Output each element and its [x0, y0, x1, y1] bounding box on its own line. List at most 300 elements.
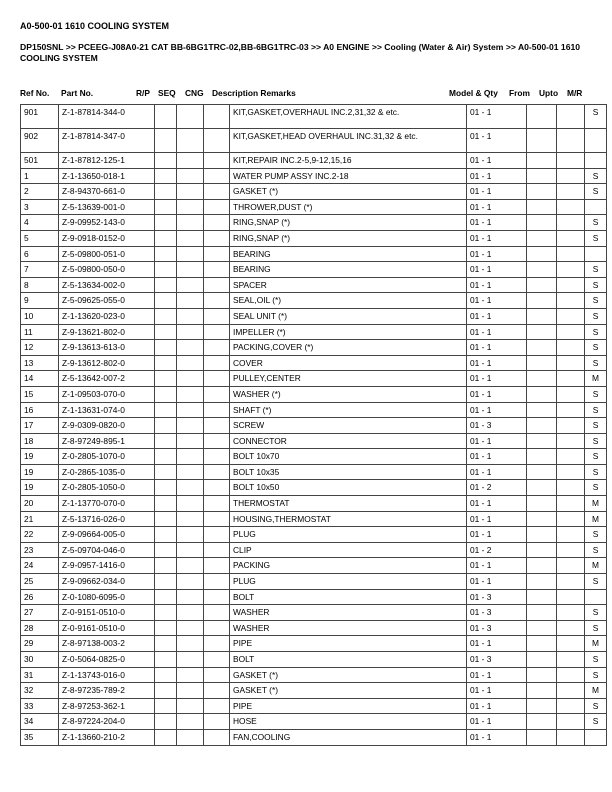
- cell-from: [527, 184, 557, 200]
- cell-from: [527, 714, 557, 730]
- cell-cng: [204, 464, 230, 480]
- cell-ref-no: 4: [21, 215, 59, 231]
- cell-ref-no: 901: [21, 105, 59, 129]
- cell-from: [527, 324, 557, 340]
- cell-seq: [177, 511, 204, 527]
- cell-seq: [177, 199, 204, 215]
- cell-part-no: Z-1-13650-018-1: [59, 168, 155, 184]
- cell-seq: [177, 168, 204, 184]
- breadcrumb: DP150SNL >> PCEEG-J08A0-21 CAT BB-6BG1TRC-02,BB-6BG1TRC-03 >> A0 ENGINE >> Cooling (Water & Air) System >> A0-500-01 1610 COOLING SYSTEM: [20, 42, 581, 63]
- cell-upto: [557, 542, 585, 558]
- cell-part-no: Z-0-9161-0510-0: [59, 620, 155, 636]
- cell-rp: [155, 277, 177, 293]
- cell-cng: [204, 683, 230, 699]
- cell-cng: [204, 324, 230, 340]
- cell-from: [527, 542, 557, 558]
- cell-from: [527, 230, 557, 246]
- cell-model-qty: 01 - 1: [467, 402, 527, 418]
- cell-upto: [557, 480, 585, 496]
- cell-cng: [204, 605, 230, 621]
- cell-description: PIPE: [230, 636, 467, 652]
- cell-mr: S: [585, 620, 607, 636]
- table-row: [21, 262, 607, 278]
- cell-part-no: Z-5-09800-050-0: [59, 262, 155, 278]
- cell-seq: [177, 371, 204, 387]
- cell-ref-no: 13: [21, 355, 59, 371]
- cell-description: COVER: [230, 355, 467, 371]
- cell-ref-no: 2: [21, 184, 59, 200]
- cell-rp: [155, 246, 177, 262]
- cell-rp: [155, 340, 177, 356]
- cell-part-no: Z-1-87812-125-1: [59, 153, 155, 169]
- cell-model-qty: 01 - 3: [467, 620, 527, 636]
- cell-upto: [557, 683, 585, 699]
- cell-model-qty: 01 - 3: [467, 652, 527, 668]
- cell-upto: [557, 153, 585, 169]
- cell-description: KIT,GASKET,OVERHAUL INC.2,31,32 & etc.: [230, 105, 467, 129]
- table-row: [21, 574, 607, 590]
- header-rp: R/P: [136, 88, 150, 98]
- cell-cng: [204, 589, 230, 605]
- cell-seq: [177, 558, 204, 574]
- table-row: [21, 168, 607, 184]
- table-row: [21, 418, 607, 434]
- cell-upto: [557, 496, 585, 512]
- cell-model-qty: 01 - 1: [467, 496, 527, 512]
- cell-part-no: Z-9-09952-143-0: [59, 215, 155, 231]
- cell-upto: [557, 215, 585, 231]
- cell-seq: [177, 652, 204, 668]
- header-from: From: [509, 88, 530, 98]
- cell-cng: [204, 729, 230, 745]
- cell-part-no: Z-0-9151-0510-0: [59, 605, 155, 621]
- cell-seq: [177, 308, 204, 324]
- cell-from: [527, 308, 557, 324]
- cell-part-no: Z-9-09664-005-0: [59, 527, 155, 543]
- cell-rp: [155, 308, 177, 324]
- table-row: [21, 153, 607, 169]
- cell-seq: [177, 262, 204, 278]
- cell-upto: [557, 371, 585, 387]
- cell-upto: [557, 355, 585, 371]
- table-row: [21, 215, 607, 231]
- cell-mr: S: [585, 574, 607, 590]
- cell-rp: [155, 215, 177, 231]
- cell-rp: [155, 230, 177, 246]
- cell-ref-no: 12: [21, 340, 59, 356]
- cell-model-qty: 01 - 2: [467, 542, 527, 558]
- cell-rp: [155, 714, 177, 730]
- table-row: [21, 433, 607, 449]
- cell-rp: [155, 480, 177, 496]
- cell-from: [527, 449, 557, 465]
- cell-rp: [155, 527, 177, 543]
- cell-ref-no: 21: [21, 511, 59, 527]
- cell-upto: [557, 105, 585, 129]
- cell-mr: M: [585, 496, 607, 512]
- table-row: [21, 129, 607, 153]
- cell-part-no: Z-5-09800-051-0: [59, 246, 155, 262]
- cell-model-qty: 01 - 1: [467, 308, 527, 324]
- cell-cng: [204, 153, 230, 169]
- cell-upto: [557, 230, 585, 246]
- cell-description: PLUG: [230, 527, 467, 543]
- cell-from: [527, 698, 557, 714]
- cell-ref-no: 25: [21, 574, 59, 590]
- header-mr: M/R: [567, 88, 583, 98]
- table-row: [21, 652, 607, 668]
- cell-model-qty: 01 - 1: [467, 153, 527, 169]
- cell-rp: [155, 105, 177, 129]
- cell-rp: [155, 386, 177, 402]
- cell-mr: S: [585, 308, 607, 324]
- cell-rp: [155, 589, 177, 605]
- cell-model-qty: 01 - 1: [467, 371, 527, 387]
- cell-mr: S: [585, 168, 607, 184]
- cell-ref-no: 34: [21, 714, 59, 730]
- cell-rp: [155, 542, 177, 558]
- cell-rp: [155, 636, 177, 652]
- cell-ref-no: 19: [21, 480, 59, 496]
- cell-ref-no: 8: [21, 277, 59, 293]
- cell-seq: [177, 184, 204, 200]
- cell-rp: [155, 620, 177, 636]
- table-row: [21, 542, 607, 558]
- cell-model-qty: 01 - 1: [467, 262, 527, 278]
- cell-part-no: Z-0-2805-1050-0: [59, 480, 155, 496]
- cell-mr: S: [585, 355, 607, 371]
- cell-seq: [177, 729, 204, 745]
- cell-cng: [204, 168, 230, 184]
- cell-seq: [177, 418, 204, 434]
- cell-model-qty: 01 - 1: [467, 230, 527, 246]
- cell-part-no: Z-8-97138-003-2: [59, 636, 155, 652]
- cell-part-no: Z-0-2805-1070-0: [59, 449, 155, 465]
- cell-from: [527, 480, 557, 496]
- cell-rp: [155, 698, 177, 714]
- cell-seq: [177, 636, 204, 652]
- cell-seq: [177, 230, 204, 246]
- cell-description: BEARING: [230, 262, 467, 278]
- cell-upto: [557, 324, 585, 340]
- cell-model-qty: 01 - 3: [467, 589, 527, 605]
- cell-mr: S: [585, 340, 607, 356]
- cell-upto: [557, 511, 585, 527]
- table-row: [21, 527, 607, 543]
- cell-ref-no: 24: [21, 558, 59, 574]
- cell-description: PLUG: [230, 574, 467, 590]
- cell-ref-no: 6: [21, 246, 59, 262]
- cell-description: PIPE: [230, 698, 467, 714]
- cell-from: [527, 105, 557, 129]
- parts-table: [20, 104, 607, 746]
- cell-rp: [155, 324, 177, 340]
- cell-upto: [557, 449, 585, 465]
- cell-mr: S: [585, 449, 607, 465]
- cell-cng: [204, 105, 230, 129]
- table-row: [21, 605, 607, 621]
- cell-part-no: Z-8-94370-661-0: [59, 184, 155, 200]
- cell-from: [527, 511, 557, 527]
- table-row: [21, 105, 607, 129]
- cell-ref-no: 18: [21, 433, 59, 449]
- cell-ref-no: 17: [21, 418, 59, 434]
- cell-seq: [177, 464, 204, 480]
- cell-upto: [557, 652, 585, 668]
- cell-from: [527, 558, 557, 574]
- cell-mr: S: [585, 418, 607, 434]
- cell-rp: [155, 355, 177, 371]
- cell-upto: [557, 636, 585, 652]
- cell-upto: [557, 246, 585, 262]
- cell-from: [527, 589, 557, 605]
- table-row: [21, 620, 607, 636]
- cell-mr: S: [585, 605, 607, 621]
- cell-cng: [204, 355, 230, 371]
- header-description: Description Remarks: [212, 88, 296, 98]
- cell-description: PACKING: [230, 558, 467, 574]
- cell-mr: S: [585, 402, 607, 418]
- page-title: A0-500-01 1610 COOLING SYSTEM: [20, 21, 170, 31]
- cell-model-qty: 01 - 1: [467, 683, 527, 699]
- cell-description: THERMOSTAT: [230, 496, 467, 512]
- cell-mr: S: [585, 433, 607, 449]
- cell-part-no: Z-1-87814-347-0: [59, 129, 155, 153]
- cell-description: THROWER,DUST (*): [230, 199, 467, 215]
- cell-mr: S: [585, 667, 607, 683]
- cell-upto: [557, 558, 585, 574]
- cell-rp: [155, 262, 177, 278]
- cell-model-qty: 01 - 1: [467, 293, 527, 309]
- cell-description: HOSE: [230, 714, 467, 730]
- table-row: [21, 324, 607, 340]
- cell-description: GASKET (*): [230, 184, 467, 200]
- cell-part-no: Z-9-13621-802-0: [59, 324, 155, 340]
- cell-seq: [177, 129, 204, 153]
- cell-upto: [557, 168, 585, 184]
- cell-cng: [204, 620, 230, 636]
- cell-from: [527, 636, 557, 652]
- cell-from: [527, 683, 557, 699]
- cell-part-no: Z-1-13631-074-0: [59, 402, 155, 418]
- cell-model-qty: 01 - 1: [467, 246, 527, 262]
- cell-ref-no: 14: [21, 371, 59, 387]
- table-row: [21, 184, 607, 200]
- cell-ref-no: 19: [21, 464, 59, 480]
- cell-part-no: Z-8-97249-895-1: [59, 433, 155, 449]
- cell-rp: [155, 449, 177, 465]
- cell-from: [527, 129, 557, 153]
- cell-mr: S: [585, 527, 607, 543]
- cell-ref-no: 30: [21, 652, 59, 668]
- cell-from: [527, 199, 557, 215]
- cell-seq: [177, 589, 204, 605]
- cell-description: SPACER: [230, 277, 467, 293]
- cell-cng: [204, 246, 230, 262]
- cell-mr: [585, 246, 607, 262]
- cell-rp: [155, 371, 177, 387]
- cell-part-no: Z-5-13716-026-0: [59, 511, 155, 527]
- table-row: [21, 698, 607, 714]
- cell-cng: [204, 558, 230, 574]
- cell-seq: [177, 542, 204, 558]
- cell-part-no: Z-0-2865-1035-0: [59, 464, 155, 480]
- table-row: [21, 386, 607, 402]
- cell-model-qty: 01 - 1: [467, 168, 527, 184]
- header-part-no: Part No.: [61, 88, 94, 98]
- cell-description: SCREW: [230, 418, 467, 434]
- cell-rp: [155, 558, 177, 574]
- cell-mr: S: [585, 105, 607, 129]
- cell-from: [527, 402, 557, 418]
- cell-ref-no: 5: [21, 230, 59, 246]
- cell-mr: M: [585, 636, 607, 652]
- cell-mr: S: [585, 464, 607, 480]
- cell-model-qty: 01 - 1: [467, 129, 527, 153]
- cell-model-qty: 01 - 2: [467, 480, 527, 496]
- cell-rp: [155, 293, 177, 309]
- cell-ref-no: 1: [21, 168, 59, 184]
- cell-cng: [204, 698, 230, 714]
- cell-upto: [557, 605, 585, 621]
- cell-from: [527, 340, 557, 356]
- cell-description: BOLT: [230, 652, 467, 668]
- header-model-qty: Model & Qty: [449, 88, 498, 98]
- cell-model-qty: 01 - 1: [467, 527, 527, 543]
- cell-rp: [155, 605, 177, 621]
- cell-ref-no: 15: [21, 386, 59, 402]
- cell-cng: [204, 511, 230, 527]
- cell-upto: [557, 574, 585, 590]
- cell-model-qty: 01 - 1: [467, 636, 527, 652]
- cell-upto: [557, 199, 585, 215]
- cell-rp: [155, 574, 177, 590]
- table-row: [21, 496, 607, 512]
- cell-model-qty: 01 - 1: [467, 105, 527, 129]
- cell-from: [527, 496, 557, 512]
- cell-mr: S: [585, 262, 607, 278]
- cell-mr: S: [585, 293, 607, 309]
- cell-ref-no: 29: [21, 636, 59, 652]
- cell-mr: S: [585, 324, 607, 340]
- cell-seq: [177, 153, 204, 169]
- cell-mr: [585, 589, 607, 605]
- cell-model-qty: 01 - 1: [467, 433, 527, 449]
- cell-ref-no: 11: [21, 324, 59, 340]
- cell-part-no: Z-9-13612-802-0: [59, 355, 155, 371]
- cell-seq: [177, 683, 204, 699]
- cell-rp: [155, 168, 177, 184]
- table-row: [21, 277, 607, 293]
- cell-mr: S: [585, 386, 607, 402]
- cell-seq: [177, 246, 204, 262]
- cell-seq: [177, 714, 204, 730]
- table-row: [21, 371, 607, 387]
- cell-upto: [557, 698, 585, 714]
- cell-rp: [155, 652, 177, 668]
- header-ref-no: Ref No.: [20, 88, 50, 98]
- table-row: [21, 449, 607, 465]
- cell-cng: [204, 293, 230, 309]
- cell-from: [527, 464, 557, 480]
- cell-description: IMPELLER (*): [230, 324, 467, 340]
- cell-cng: [204, 496, 230, 512]
- cell-from: [527, 433, 557, 449]
- cell-part-no: Z-5-13634-002-0: [59, 277, 155, 293]
- cell-seq: [177, 527, 204, 543]
- cell-cng: [204, 636, 230, 652]
- cell-description: WASHER (*): [230, 386, 467, 402]
- cell-seq: [177, 620, 204, 636]
- table-row: [21, 558, 607, 574]
- cell-from: [527, 246, 557, 262]
- cell-ref-no: 32: [21, 683, 59, 699]
- header-cng: CNG: [185, 88, 204, 98]
- cell-model-qty: 01 - 1: [467, 324, 527, 340]
- cell-model-qty: 01 - 1: [467, 698, 527, 714]
- cell-cng: [204, 215, 230, 231]
- table-row: [21, 246, 607, 262]
- cell-mr: S: [585, 184, 607, 200]
- cell-description: WASHER: [230, 620, 467, 636]
- cell-description: SEAL,OIL (*): [230, 293, 467, 309]
- cell-description: GASKET (*): [230, 667, 467, 683]
- cell-mr: S: [585, 698, 607, 714]
- cell-cng: [204, 527, 230, 543]
- cell-rp: [155, 433, 177, 449]
- cell-from: [527, 153, 557, 169]
- cell-model-qty: 01 - 1: [467, 215, 527, 231]
- cell-mr: [585, 153, 607, 169]
- cell-description: PACKING,COVER (*): [230, 340, 467, 356]
- header-seq: SEQ: [158, 88, 176, 98]
- cell-upto: [557, 714, 585, 730]
- cell-upto: [557, 308, 585, 324]
- cell-upto: [557, 262, 585, 278]
- cell-mr: S: [585, 277, 607, 293]
- cell-from: [527, 215, 557, 231]
- cell-upto: [557, 402, 585, 418]
- cell-model-qty: 01 - 1: [467, 464, 527, 480]
- cell-ref-no: 20: [21, 496, 59, 512]
- cell-cng: [204, 402, 230, 418]
- cell-model-qty: 01 - 1: [467, 449, 527, 465]
- cell-seq: [177, 355, 204, 371]
- cell-rp: [155, 496, 177, 512]
- cell-upto: [557, 129, 585, 153]
- cell-upto: [557, 293, 585, 309]
- cell-cng: [204, 480, 230, 496]
- cell-part-no: Z-8-97235-789-2: [59, 683, 155, 699]
- table-row: [21, 308, 607, 324]
- cell-rp: [155, 199, 177, 215]
- cell-part-no: Z-1-13620-023-0: [59, 308, 155, 324]
- cell-ref-no: 9: [21, 293, 59, 309]
- cell-upto: [557, 667, 585, 683]
- table-row: [21, 511, 607, 527]
- cell-seq: [177, 667, 204, 683]
- cell-upto: [557, 184, 585, 200]
- cell-description: BOLT 10x50: [230, 480, 467, 496]
- cell-model-qty: 01 - 1: [467, 277, 527, 293]
- cell-cng: [204, 542, 230, 558]
- cell-part-no: Z-0-1080-6095-0: [59, 589, 155, 605]
- cell-description: PULLEY,CENTER: [230, 371, 467, 387]
- cell-seq: [177, 324, 204, 340]
- cell-cng: [204, 277, 230, 293]
- cell-cng: [204, 667, 230, 683]
- cell-mr: [585, 199, 607, 215]
